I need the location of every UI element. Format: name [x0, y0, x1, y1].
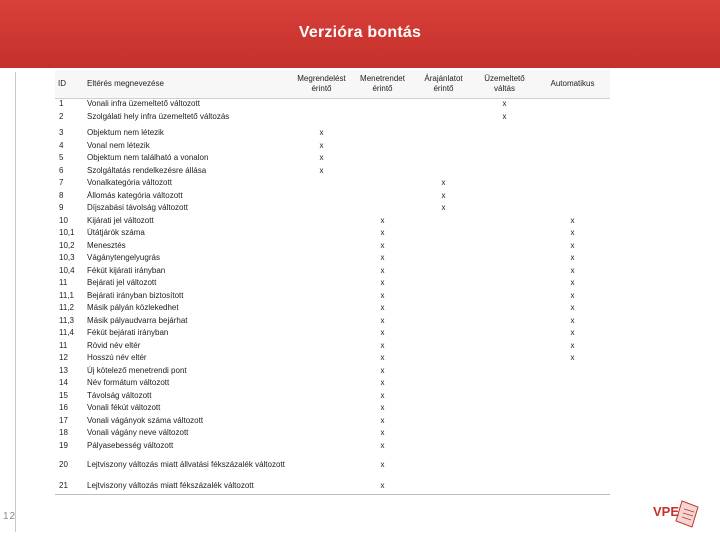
left-divider	[15, 72, 16, 532]
cell-timetable-affecting: x	[352, 303, 413, 316]
cell-automatic: x	[535, 353, 610, 366]
cell-description: Másik pályán közlekedhet	[84, 303, 291, 316]
cell-offer-affecting	[413, 228, 474, 241]
cell-automatic: x	[535, 228, 610, 241]
cell-order-affecting: x	[291, 141, 352, 154]
cell-operator-change	[474, 366, 535, 379]
cell-id: 5	[55, 153, 84, 166]
table-row	[55, 166, 610, 179]
cell-id: 10,3	[55, 253, 84, 266]
cell-order-affecting	[291, 453, 352, 476]
cell-operator-change	[474, 391, 535, 404]
cell-operator-change: x	[474, 99, 535, 112]
cell-offer-affecting	[413, 128, 474, 141]
cell-order-affecting	[291, 203, 352, 216]
cell-timetable-affecting: x	[352, 378, 413, 391]
cell-id: 21	[55, 476, 84, 495]
cell-order-affecting	[291, 403, 352, 416]
cell-order-affecting	[291, 99, 352, 112]
table-row	[55, 291, 610, 304]
cell-id: 8	[55, 191, 84, 204]
cell-order-affecting	[291, 341, 352, 354]
cell-offer-affecting: x	[413, 191, 474, 204]
cell-description: Bejárati jel változott	[84, 278, 291, 291]
cell-order-affecting	[291, 216, 352, 229]
table-row	[55, 366, 610, 379]
table-row	[55, 128, 610, 141]
cell-description: Lejtviszony változás miatt fékszázalék változott	[84, 476, 291, 495]
cell-order-affecting: x	[291, 128, 352, 141]
cell-operator-change	[474, 328, 535, 341]
cell-offer-affecting	[413, 303, 474, 316]
cell-offer-affecting	[413, 253, 474, 266]
cell-automatic	[535, 141, 610, 154]
cell-description: Menesztés	[84, 241, 291, 254]
cell-automatic	[535, 203, 610, 216]
cell-description: Vonalkategória változott	[84, 178, 291, 191]
cell-timetable-affecting: x	[352, 453, 413, 476]
cell-operator-change	[474, 416, 535, 429]
header-id: ID	[55, 70, 84, 99]
table-row	[55, 191, 610, 204]
cell-operator-change	[474, 316, 535, 329]
table-row	[55, 99, 610, 112]
cell-id: 11,3	[55, 316, 84, 329]
cell-id: 11,1	[55, 291, 84, 304]
cell-description: Állomás kategória változott	[84, 191, 291, 204]
cell-order-affecting	[291, 266, 352, 279]
cell-offer-affecting	[413, 378, 474, 391]
table-row	[55, 416, 610, 429]
cell-order-affecting	[291, 353, 352, 366]
cell-id: 16	[55, 403, 84, 416]
table-row	[55, 228, 610, 241]
cell-offer-affecting: x	[413, 178, 474, 191]
cell-order-affecting	[291, 241, 352, 254]
cell-timetable-affecting	[352, 112, 413, 125]
header-offer-affecting: Árajánlatot érintő	[413, 70, 474, 99]
cell-timetable-affecting: x	[352, 416, 413, 429]
header-automatic: Automatikus	[535, 70, 610, 99]
cell-operator-change	[474, 166, 535, 179]
cell-order-affecting	[291, 416, 352, 429]
cell-offer-affecting	[413, 341, 474, 354]
header-row	[55, 70, 610, 99]
cell-automatic	[535, 112, 610, 125]
cell-operator-change: x	[474, 112, 535, 125]
cell-operator-change	[474, 453, 535, 476]
cell-automatic	[535, 453, 610, 476]
cell-id: 20	[55, 453, 84, 476]
cell-timetable-affecting: x	[352, 441, 413, 454]
cell-description: Vonali infra üzemeltető változott	[84, 99, 291, 112]
cell-operator-change	[474, 303, 535, 316]
cell-operator-change	[474, 178, 535, 191]
cell-automatic: x	[535, 316, 610, 329]
cell-order-affecting: x	[291, 166, 352, 179]
cell-automatic: x	[535, 328, 610, 341]
cell-id: 10,1	[55, 228, 84, 241]
cell-offer-affecting	[413, 141, 474, 154]
cell-automatic: x	[535, 278, 610, 291]
cell-description: Rövid név eltér	[84, 341, 291, 354]
table-row	[55, 216, 610, 229]
cell-timetable-affecting	[352, 166, 413, 179]
table-row	[55, 203, 610, 216]
cell-offer-affecting	[413, 353, 474, 366]
cell-order-affecting	[291, 303, 352, 316]
header-order-affecting: Megrendelést érintő	[291, 70, 352, 99]
cell-id: 15	[55, 391, 84, 404]
header-timetable-affecting: Menetrendet érintő	[352, 70, 413, 99]
cell-timetable-affecting: x	[352, 428, 413, 441]
table-row	[55, 476, 610, 495]
cell-order-affecting	[291, 291, 352, 304]
cell-order-affecting	[291, 316, 352, 329]
table-row	[55, 453, 610, 476]
cell-operator-change	[474, 278, 535, 291]
cell-description: Új kötelező menetrendi pont	[84, 366, 291, 379]
cell-id: 19	[55, 441, 84, 454]
cell-automatic: x	[535, 291, 610, 304]
cell-id: 6	[55, 166, 84, 179]
cell-id: 18	[55, 428, 84, 441]
cell-id: 2	[55, 112, 84, 125]
header-description: Eltérés megnevezése	[84, 70, 291, 99]
cell-offer-affecting	[413, 416, 474, 429]
cell-description: Útátjárók száma	[84, 228, 291, 241]
cell-automatic	[535, 366, 610, 379]
cell-automatic: x	[535, 253, 610, 266]
cell-offer-affecting: x	[413, 203, 474, 216]
cell-order-affecting	[291, 441, 352, 454]
cell-automatic: x	[535, 266, 610, 279]
cell-id: 12	[55, 353, 84, 366]
cell-timetable-affecting	[352, 153, 413, 166]
cell-automatic	[535, 476, 610, 495]
cell-operator-change	[474, 378, 535, 391]
cell-id: 11,2	[55, 303, 84, 316]
cell-timetable-affecting: x	[352, 353, 413, 366]
cell-order-affecting	[291, 476, 352, 495]
cell-automatic	[535, 128, 610, 141]
logo-text: VPE	[653, 504, 680, 519]
cell-description: Kijárati jel változott	[84, 216, 291, 229]
cell-offer-affecting	[413, 316, 474, 329]
cell-timetable-affecting: x	[352, 266, 413, 279]
cell-operator-change	[474, 266, 535, 279]
version-breakdown-table	[55, 70, 610, 495]
cell-offer-affecting	[413, 291, 474, 304]
cell-description: Bejárati irányban biztosított	[84, 291, 291, 304]
cell-offer-affecting	[413, 403, 474, 416]
cell-id: 17	[55, 416, 84, 429]
cell-automatic	[535, 166, 610, 179]
cell-operator-change	[474, 291, 535, 304]
cell-timetable-affecting	[352, 128, 413, 141]
cell-order-affecting	[291, 178, 352, 191]
cell-description: Másik pályaudvarra bejárhat	[84, 316, 291, 329]
cell-id: 11,4	[55, 328, 84, 341]
cell-timetable-affecting: x	[352, 328, 413, 341]
cell-automatic: x	[535, 341, 610, 354]
cell-operator-change	[474, 403, 535, 416]
cell-description: Szolgálati hely infra üzemeltető változás	[84, 112, 291, 125]
cell-description: Vágánytengelyugrás	[84, 253, 291, 266]
cell-operator-change	[474, 253, 535, 266]
page-number: 12	[3, 511, 17, 522]
cell-description: Fékút bejárati irányban	[84, 328, 291, 341]
cell-timetable-affecting: x	[352, 228, 413, 241]
cell-description: Fékút kijárati irányban	[84, 266, 291, 279]
cell-operator-change	[474, 128, 535, 141]
table-row	[55, 441, 610, 454]
cell-offer-affecting	[413, 153, 474, 166]
cell-offer-affecting	[413, 241, 474, 254]
cell-description: Név formátum változott	[84, 378, 291, 391]
cell-automatic	[535, 441, 610, 454]
cell-timetable-affecting: x	[352, 316, 413, 329]
cell-automatic	[535, 99, 610, 112]
cell-operator-change	[474, 203, 535, 216]
cell-offer-affecting	[413, 391, 474, 404]
cell-id: 11	[55, 278, 84, 291]
cell-offer-affecting	[413, 216, 474, 229]
cell-description: Vonal nem létezik	[84, 141, 291, 154]
table-body	[55, 99, 610, 495]
table-row	[55, 141, 610, 154]
table-row	[55, 178, 610, 191]
cell-id: 7	[55, 178, 84, 191]
table-row	[55, 341, 610, 354]
table-row	[55, 253, 610, 266]
cell-id: 11	[55, 341, 84, 354]
cell-offer-affecting	[413, 366, 474, 379]
cell-timetable-affecting: x	[352, 403, 413, 416]
cell-operator-change	[474, 141, 535, 154]
cell-id: 14	[55, 378, 84, 391]
cell-timetable-affecting	[352, 203, 413, 216]
table-row	[55, 266, 610, 279]
cell-id: 10,4	[55, 266, 84, 279]
cell-description: Szolgáltatás rendelkezésre állása	[84, 166, 291, 179]
cell-offer-affecting	[413, 99, 474, 112]
table-row	[55, 316, 610, 329]
cell-order-affecting	[291, 112, 352, 125]
cell-offer-affecting	[413, 476, 474, 495]
cell-description: Díjszabási távolság változott	[84, 203, 291, 216]
cell-automatic: x	[535, 303, 610, 316]
cell-timetable-affecting	[352, 191, 413, 204]
cell-offer-affecting	[413, 278, 474, 291]
cell-description: Pályasebesség változott	[84, 441, 291, 454]
cell-offer-affecting	[413, 166, 474, 179]
cell-operator-change	[474, 228, 535, 241]
table-row	[55, 278, 610, 291]
cell-description: Objektum nem létezik	[84, 128, 291, 141]
cell-description: Vonali vágányok száma változott	[84, 416, 291, 429]
cell-order-affecting	[291, 366, 352, 379]
table-row	[55, 303, 610, 316]
cell-timetable-affecting: x	[352, 341, 413, 354]
table-row	[55, 241, 610, 254]
cell-timetable-affecting: x	[352, 278, 413, 291]
cell-timetable-affecting: x	[352, 366, 413, 379]
cell-order-affecting	[291, 278, 352, 291]
vpe-logo	[652, 497, 700, 529]
cell-order-affecting	[291, 428, 352, 441]
cell-id: 3	[55, 128, 84, 141]
cell-automatic: x	[535, 241, 610, 254]
cell-automatic	[535, 403, 610, 416]
table-row	[55, 328, 610, 341]
cell-timetable-affecting: x	[352, 291, 413, 304]
cell-description: Vonali vágány neve változott	[84, 428, 291, 441]
table-row	[55, 112, 610, 125]
cell-description: Vonali fékút változott	[84, 403, 291, 416]
cell-operator-change	[474, 441, 535, 454]
slide-title: Verzióra bontás	[298, 24, 422, 41]
cell-timetable-affecting: x	[352, 253, 413, 266]
cell-id: 1	[55, 99, 84, 112]
table-row	[55, 153, 610, 166]
cell-operator-change	[474, 476, 535, 495]
cell-offer-affecting	[413, 112, 474, 125]
cell-description: Lejtviszony változás miatt állvatási fékszázalék változott	[84, 453, 291, 476]
cell-timetable-affecting	[352, 178, 413, 191]
cell-order-affecting	[291, 391, 352, 404]
cell-description: Távolság változott	[84, 391, 291, 404]
cell-id: 13	[55, 366, 84, 379]
table-row	[55, 428, 610, 441]
cell-automatic	[535, 391, 610, 404]
cell-id: 10,2	[55, 241, 84, 254]
cell-offer-affecting	[413, 266, 474, 279]
cell-order-affecting: x	[291, 153, 352, 166]
cell-automatic	[535, 416, 610, 429]
cell-order-affecting	[291, 191, 352, 204]
table-row	[55, 403, 610, 416]
cell-description: Objektum nem található a vonalon	[84, 153, 291, 166]
title-banner	[0, 0, 720, 68]
cell-timetable-affecting	[352, 99, 413, 112]
cell-automatic	[535, 178, 610, 191]
cell-operator-change	[474, 241, 535, 254]
cell-timetable-affecting: x	[352, 476, 413, 495]
cell-operator-change	[474, 191, 535, 204]
cell-operator-change	[474, 353, 535, 366]
cell-order-affecting	[291, 378, 352, 391]
cell-operator-change	[474, 216, 535, 229]
cell-timetable-affecting: x	[352, 391, 413, 404]
cell-timetable-affecting: x	[352, 241, 413, 254]
cell-order-affecting	[291, 253, 352, 266]
cell-operator-change	[474, 428, 535, 441]
cell-automatic	[535, 428, 610, 441]
cell-automatic	[535, 191, 610, 204]
table-row	[55, 353, 610, 366]
cell-timetable-affecting	[352, 141, 413, 154]
table-row	[55, 391, 610, 404]
header-operator-change: Üzemeltető váltás	[474, 70, 535, 99]
cell-offer-affecting	[413, 441, 474, 454]
cell-operator-change	[474, 341, 535, 354]
cell-id: 4	[55, 141, 84, 154]
cell-automatic: x	[535, 216, 610, 229]
cell-order-affecting	[291, 328, 352, 341]
cell-id: 10	[55, 216, 84, 229]
table-row	[55, 378, 610, 391]
cell-operator-change	[474, 153, 535, 166]
cell-order-affecting	[291, 228, 352, 241]
cell-id: 9	[55, 203, 84, 216]
cell-offer-affecting	[413, 328, 474, 341]
cell-timetable-affecting: x	[352, 216, 413, 229]
cell-automatic	[535, 378, 610, 391]
cell-offer-affecting	[413, 453, 474, 476]
cell-automatic	[535, 153, 610, 166]
cell-offer-affecting	[413, 428, 474, 441]
cell-description: Hosszú név eltér	[84, 353, 291, 366]
